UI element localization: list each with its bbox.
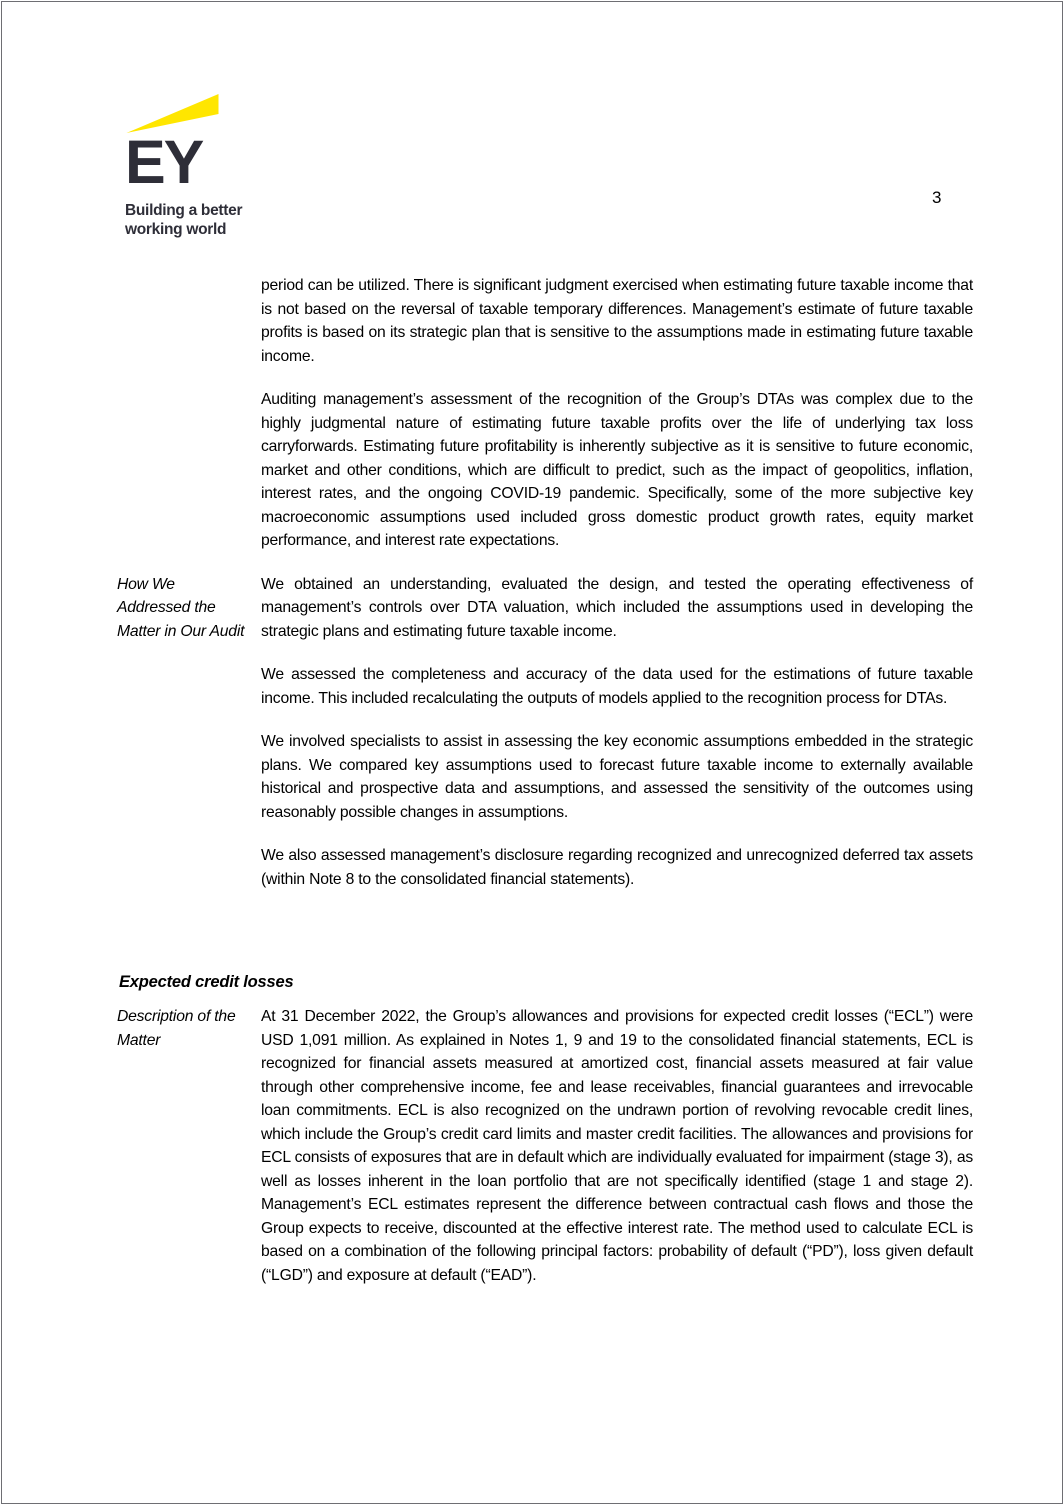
paragraph: We obtained an understanding, evaluated the design, and tested the operating effectiveness of management’s controls over DTA valuation, which included the assumptions used in developing the strategic plans and estimating future taxable income. (261, 575, 973, 640)
document-page (1, 1, 1063, 1504)
paragraph: period can be utilized. There is significant judgment exercised when estimating future taxable income that is not based on the reversal of taxable temporary differences. Management’s estimate of future taxable profits is based on its strategic plan that is sensitive to the assumptions made in estimating future taxable income. (261, 277, 973, 365)
section-text (261, 573, 973, 912)
tagline-line-1: Building a better (125, 202, 243, 219)
paragraph: We assessed the completeness and accuracy of the data used for the estimations of future taxable income. This included recalculating the outputs of models applied to the recognition process for DTAs. (261, 666, 973, 707)
section-text (261, 1005, 973, 1307)
paragraph: Auditing management’s assessment of the recognition of the Group’s DTAs was complex due to the highly judgmental nature of estimating future taxable profits over the life of underlying tax loss carryforwards. Estimating future profitability is inherently subjective as it is sensitive to future economic, market and other conditions, which are difficult to predict, such as the impact of geopolitics, inflation, interest rates, and the ongoing COVID-19 pandemic. Specifically, some of the more subjective key macroeconomic assumptions used included gross domestic product growth rates, equity market performance, and interest rate expectations. (261, 391, 973, 549)
heading-expected-credit-losses: Expected credit losses (119, 973, 294, 991)
section-how-we-addressed (117, 573, 973, 912)
ey-logo-tagline (125, 202, 285, 239)
section-deferred-tax-continued (117, 274, 973, 573)
paragraph: We also assessed management’s disclosure regarding recognized and unrecognized deferred tax assets (within Note 8 to the consolidated financial statements). (261, 847, 973, 888)
section-description-of-matter (117, 1005, 973, 1307)
section-label-how-we-addressed: How We Addressed the Matter in Our Audit (117, 575, 245, 640)
paragraph: At 31 December 2022, the Group’s allowances and provisions for expected credit losses (“ECL”) were USD 1,091 million. As explained in Notes 1, 9 and 19 to the consolidated financial statements, ECL is recognized for financial assets measured at amortized cost, financial assets measured at fair value through other comprehensive income, fee and lease receivables, financial guarantees and irrevocable loan commitments. ECL is also recognized on the undrawn portion of revolving revocable credit lines, which include the Group’s credit card limits and master credit facilities. The allowances and provisions for ECL consists of exposures that are in default which are individually evaluated for impairment (stage 3), as well as losses inherent in the loan portfolio that are not specifically identified (stage 1 and stage 2). Management’s ECL estimates represent the difference between contractual cash flows and those the Group expects to receive, discounted at the effective interest rate. The method used to calculate ECL is based on a combination of the following principal factors: probability of default (“PD”), loss given default (“LGD”) and exposure at default (“EAD”). (261, 1008, 973, 1284)
report-body (117, 274, 973, 1307)
page-number: 3 (932, 188, 942, 207)
ey-logo (125, 94, 285, 239)
paragraph: We involved specialists to assist in assessing the key economic assumptions embedded in the strategic plans. We compared key assumptions used to forecast future taxable income to externally available historical and prospective data and assumptions, and assessed the sensitivity of the outcomes using reasonably possible changes in assumptions. (261, 733, 973, 821)
section-label-empty (117, 274, 261, 573)
section-label-description-of-matter: Description of the Matter (117, 1008, 236, 1049)
ey-logo-letters: EY (125, 128, 203, 196)
tagline-line-2: working world (125, 220, 227, 238)
section-text (261, 274, 973, 573)
